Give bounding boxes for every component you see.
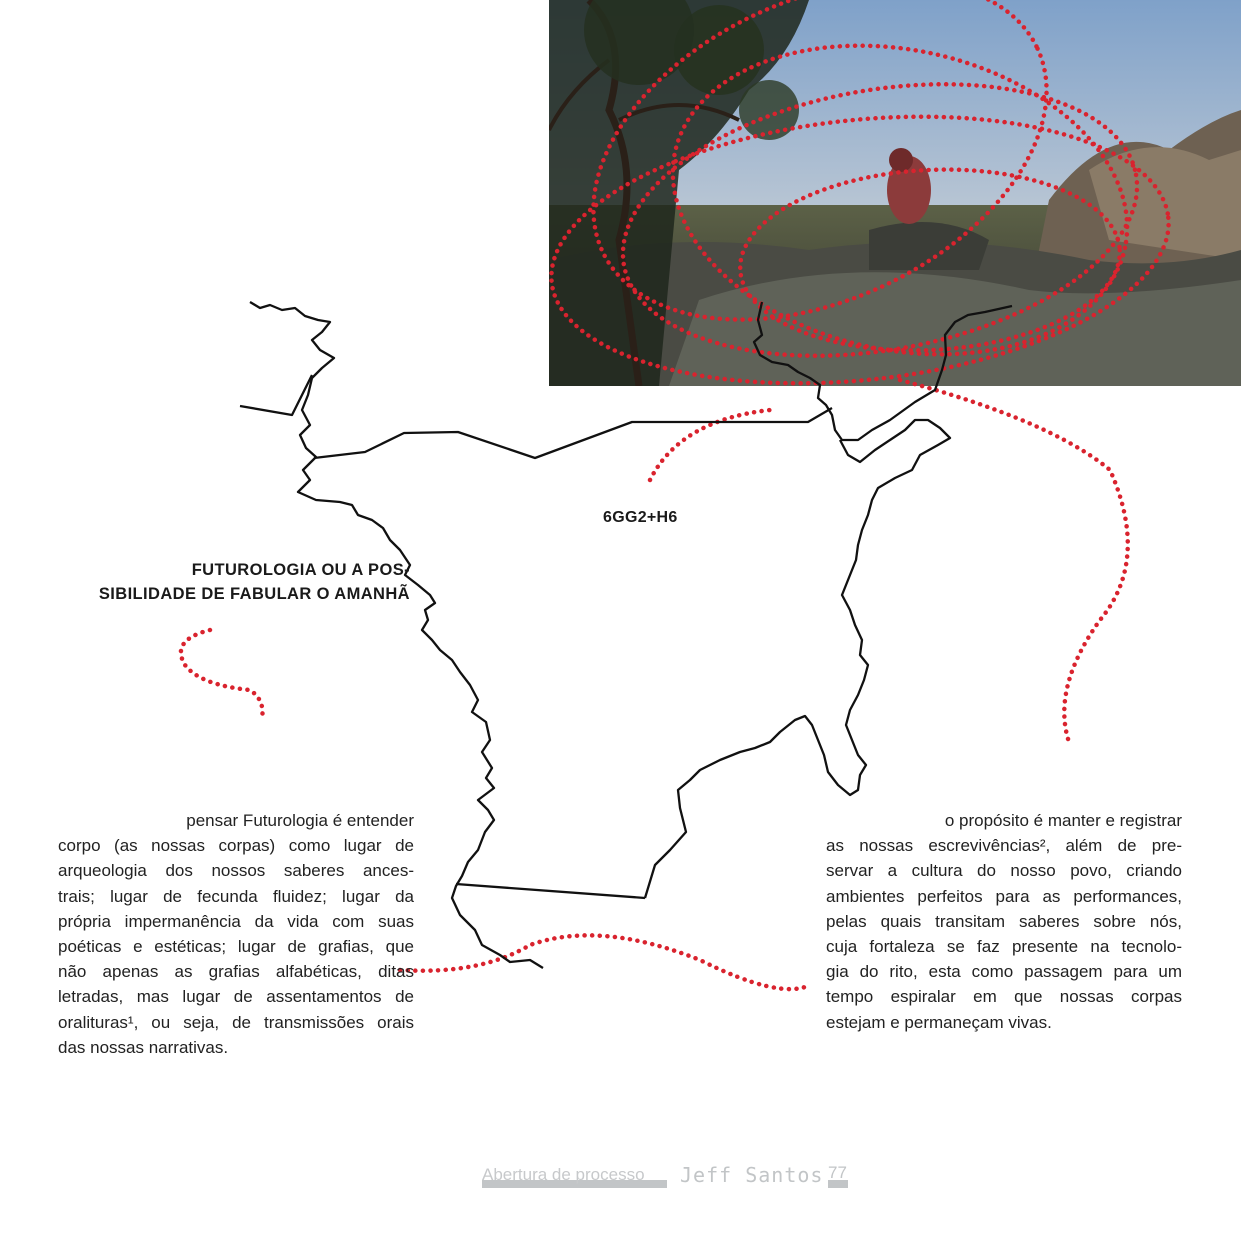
heading-line-2: SIBILIDADE DE FABULAR O AMANHÃ <box>98 585 410 603</box>
text-line: letradas, mas lugar de assentamentos de <box>58 987 414 1007</box>
text-line: pelas quais transitam saberes sobre nós, <box>826 911 1182 931</box>
text-line: das nossas narrativas. <box>58 1037 229 1057</box>
left-paragraph <box>58 808 414 1060</box>
footer-title: Abertura de processo <box>482 1165 645 1184</box>
text-line: cuja fortaleza se faz presente na tecnolo- <box>826 937 1182 957</box>
text-line: o propósito é manter e registrar <box>944 811 1182 830</box>
text-line: corpo (as nossas corpas) como lugar de <box>58 836 414 856</box>
text-line: pensar Futurologia é entender <box>186 811 414 830</box>
right-paragraph <box>826 808 1182 1035</box>
page-number: 77 <box>828 1163 847 1182</box>
landscape-photo <box>549 0 1241 386</box>
text-line: tempo espiralar em que nossas corpas <box>826 987 1182 1007</box>
text-line: ambientes perfeitos para as performances, <box>826 886 1182 906</box>
text-line: não apenas as grafias alfabéticas, ditas <box>58 962 414 982</box>
text-line: servar a cultura do nosso povo, criando <box>826 861 1182 881</box>
text-line: poéticas e estéticas; lugar de grafias, que <box>58 937 414 957</box>
text-line: própria impermanência da vida com suas <box>58 911 414 931</box>
footer-author: Jeff Santos <box>680 1163 824 1187</box>
section-heading <box>55 558 410 606</box>
text-line: oralituras¹, ou seja, de transmissões orais <box>58 1012 414 1032</box>
text-line: as nossas escrevivências², além de pre- <box>826 836 1182 856</box>
text-line: gia do rito, esta como passagem para um <box>826 962 1182 982</box>
landscape-photo-person-on-rocks-icon <box>549 0 1241 386</box>
text-line: arqueologia dos nossos saberes ances- <box>58 861 414 881</box>
text-line: estejam e permaneçam vivas. <box>826 1012 1052 1032</box>
plus-code-label: 6GG2+H6 <box>603 509 678 526</box>
text-line: trais; lugar de fecunda fluidez; lugar da <box>58 886 414 906</box>
heading-line-1: FUTUROLOGIA OU A POS- <box>191 561 410 579</box>
